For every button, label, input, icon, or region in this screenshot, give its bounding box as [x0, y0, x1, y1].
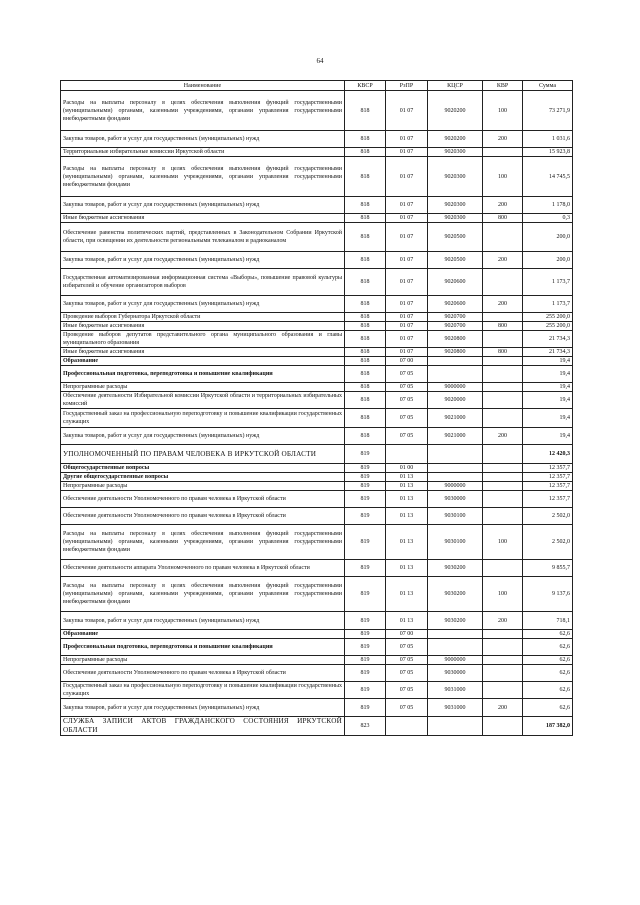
row-kvr	[483, 148, 523, 157]
row-kvr: 100	[483, 91, 523, 131]
row-kvr	[483, 508, 523, 525]
row-kvsr: 818	[345, 392, 386, 409]
row-rzpr: 01 13	[386, 482, 428, 491]
table-row	[61, 348, 573, 357]
row-kvr: 100	[483, 577, 523, 612]
row-kvr	[483, 331, 523, 348]
header-rzpr: РзПР	[386, 81, 428, 91]
row-name: Государственный заказ на профессиональную переподготовку и повышение квалификации государственных служащих	[61, 682, 345, 699]
row-kvr	[483, 445, 523, 464]
row-name: Закупка товаров, работ и услуг для государственных (муниципальных) нужд	[61, 197, 345, 214]
row-rzpr: 01 13	[386, 612, 428, 630]
header-sum: Сумма	[523, 81, 573, 91]
row-rzpr: 07 00	[386, 630, 428, 639]
row-name: Расходы на выплаты персоналу в целях обеспечения выполнения функций государственными (муниципальными) органами, казенными учреждениями, органами управления государственными внебюджетными фондами	[61, 91, 345, 131]
table-row	[61, 331, 573, 348]
row-name: Государственная автоматизированная информационная система «Выборы», повышение правовой культуры избирателей и обучение организаторов выборов	[61, 269, 345, 296]
header-name: Наименование	[61, 81, 345, 91]
row-sum: 21 734,3	[523, 348, 573, 357]
row-rzpr: 01 13	[386, 525, 428, 560]
table-row	[61, 639, 573, 656]
row-sum: 2 502,0	[523, 525, 573, 560]
table-row	[61, 313, 573, 322]
row-name: Непрограммные расходы	[61, 482, 345, 491]
row-kvr	[483, 639, 523, 656]
table-row	[61, 197, 573, 214]
row-kvsr: 819	[345, 665, 386, 682]
row-rzpr: 07 05	[386, 392, 428, 409]
row-kvsr: 823	[345, 717, 386, 736]
row-name: Закупка товаров, работ и услуг для государственных (муниципальных) нужд	[61, 699, 345, 717]
table-row	[61, 577, 573, 612]
row-kvsr: 819	[345, 445, 386, 464]
row-kcsr: 9020700	[428, 322, 483, 331]
row-kcsr: 9000000	[428, 383, 483, 392]
row-kcsr: 9020500	[428, 252, 483, 269]
row-kcsr: 9030100	[428, 508, 483, 525]
table-row	[61, 464, 573, 473]
header-kcsr: КЦСР	[428, 81, 483, 91]
row-kvsr: 819	[345, 682, 386, 699]
row-kvr	[483, 392, 523, 409]
row-kvr	[483, 464, 523, 473]
row-name: Профессиональная подготовка, переподготовка и повышение квалификации	[61, 366, 345, 383]
row-kvsr: 819	[345, 639, 386, 656]
row-rzpr: 01 07	[386, 214, 428, 223]
row-kcsr: 9021000	[428, 428, 483, 445]
row-kcsr: 9020600	[428, 269, 483, 296]
table-row	[61, 612, 573, 630]
row-rzpr: 07 05	[386, 639, 428, 656]
row-name: СЛУЖБА ЗАПИСИ АКТОВ ГРАЖДАНСКОГО СОСТОЯНИЯ ИРКУТСКОЙ ОБЛАСТИ	[61, 717, 345, 736]
row-sum: 19,4	[523, 409, 573, 428]
row-kvsr: 818	[345, 322, 386, 331]
row-kcsr	[428, 717, 483, 736]
row-name: Расходы на выплаты персоналу в целях обеспечения выполнения функций государственными (муниципальными) органами, казенными учреждениями, органами управления государственными внебюджетными фондами	[61, 525, 345, 560]
row-rzpr: 01 07	[386, 131, 428, 148]
table-row	[61, 482, 573, 491]
row-kcsr: 9000000	[428, 482, 483, 491]
table-row	[61, 508, 573, 525]
row-name: Закупка товаров, работ и услуг для государственных (муниципальных) нужд	[61, 612, 345, 630]
row-kvsr: 818	[345, 357, 386, 366]
row-sum: 19,4	[523, 383, 573, 392]
row-rzpr: 07 05	[386, 665, 428, 682]
budget-table	[60, 80, 573, 736]
table-row	[61, 322, 573, 331]
row-name: Обеспечение деятельности Уполномоченного по правам человека в Иркутской области	[61, 665, 345, 682]
row-name: Иные бюджетные ассигнования	[61, 214, 345, 223]
row-kcsr: 9030200	[428, 560, 483, 577]
row-rzpr: 01 13	[386, 560, 428, 577]
row-kcsr: 9020300	[428, 214, 483, 223]
row-kvr: 800	[483, 322, 523, 331]
row-kvr: 200	[483, 197, 523, 214]
row-kvsr: 818	[345, 383, 386, 392]
row-kcsr: 9020300	[428, 148, 483, 157]
row-kcsr	[428, 366, 483, 383]
row-name: Иные бюджетные ассигнования	[61, 322, 345, 331]
row-sum: 12 357,7	[523, 473, 573, 482]
row-sum: 1 178,0	[523, 197, 573, 214]
row-rzpr: 01 00	[386, 464, 428, 473]
row-rzpr: 01 07	[386, 148, 428, 157]
row-rzpr: 07 05	[386, 366, 428, 383]
row-kcsr: 9020200	[428, 131, 483, 148]
row-rzpr: 01 07	[386, 313, 428, 322]
row-kvr: 100	[483, 525, 523, 560]
row-name: Проведение выборов Губернатора Иркутской области	[61, 313, 345, 322]
table-row	[61, 699, 573, 717]
table-row	[61, 148, 573, 157]
table-row	[61, 223, 573, 252]
row-kcsr: 9030000	[428, 491, 483, 508]
row-sum: 255 200,0	[523, 322, 573, 331]
row-kcsr: 9020600	[428, 296, 483, 313]
table-row	[61, 428, 573, 445]
row-rzpr: 01 13	[386, 473, 428, 482]
row-name: Закупка товаров, работ и услуг для государственных (муниципальных) нужд	[61, 131, 345, 148]
row-kvr	[483, 223, 523, 252]
row-sum: 12 420,3	[523, 445, 573, 464]
row-name: Иные бюджетные ассигнования	[61, 348, 345, 357]
row-sum: 12 357,7	[523, 464, 573, 473]
row-kvsr: 819	[345, 464, 386, 473]
row-kvsr: 819	[345, 560, 386, 577]
row-sum: 9 855,7	[523, 560, 573, 577]
row-kvsr: 818	[345, 252, 386, 269]
row-kvsr: 818	[345, 148, 386, 157]
row-kcsr: 9030200	[428, 612, 483, 630]
row-kvsr: 818	[345, 131, 386, 148]
row-name: Обеспечение деятельности Уполномоченного по правам человека в Иркутской области	[61, 508, 345, 525]
row-sum: 255 200,0	[523, 313, 573, 322]
row-sum: 1 173,7	[523, 269, 573, 296]
table-row	[61, 269, 573, 296]
row-kcsr: 9031000	[428, 699, 483, 717]
row-kvr: 200	[483, 612, 523, 630]
header-kvr: КВР	[483, 81, 523, 91]
row-sum: 19,4	[523, 392, 573, 409]
table-row	[61, 366, 573, 383]
row-rzpr: 01 07	[386, 223, 428, 252]
row-sum: 9 137,6	[523, 577, 573, 612]
row-rzpr: 01 13	[386, 491, 428, 508]
row-name: Профессиональная подготовка, переподготовка и повышение квалификации	[61, 639, 345, 656]
row-kvr	[483, 313, 523, 322]
row-rzpr: 01 13	[386, 577, 428, 612]
row-kvsr: 819	[345, 482, 386, 491]
row-rzpr: 07 05	[386, 428, 428, 445]
row-kvr: 800	[483, 214, 523, 223]
row-sum: 2 502,0	[523, 508, 573, 525]
row-rzpr: 01 07	[386, 269, 428, 296]
row-name: Обеспечение деятельности Уполномоченного по правам человека в Иркутской области	[61, 491, 345, 508]
row-kcsr: 9020200	[428, 91, 483, 131]
row-name: Образование	[61, 357, 345, 366]
row-kvr	[483, 665, 523, 682]
row-kcsr	[428, 630, 483, 639]
row-sum: 62,6	[523, 682, 573, 699]
row-kvsr: 818	[345, 313, 386, 322]
row-kcsr: 9030200	[428, 577, 483, 612]
row-rzpr: 01 07	[386, 197, 428, 214]
table-row	[61, 131, 573, 148]
row-sum: 21 734,3	[523, 331, 573, 348]
row-kvsr: 818	[345, 366, 386, 383]
row-name: Закупка товаров, работ и услуг для государственных (муниципальных) нужд	[61, 252, 345, 269]
row-kvr	[483, 366, 523, 383]
row-name: Общегосударственные вопросы	[61, 464, 345, 473]
row-rzpr: 01 07	[386, 296, 428, 313]
row-kvr	[483, 473, 523, 482]
row-kvr	[483, 491, 523, 508]
row-sum: 62,6	[523, 656, 573, 665]
table-header-row	[61, 81, 573, 91]
row-sum: 187 382,0	[523, 717, 573, 736]
row-sum: 19,4	[523, 357, 573, 366]
table-row	[61, 392, 573, 409]
row-rzpr: 01 07	[386, 252, 428, 269]
row-name: Образование	[61, 630, 345, 639]
row-kvsr: 818	[345, 269, 386, 296]
row-kvsr: 819	[345, 525, 386, 560]
row-kvr: 800	[483, 348, 523, 357]
row-name: Государственный заказ на профессиональную переподготовку и повышение квалификации государственных служащих	[61, 409, 345, 428]
table-row	[61, 630, 573, 639]
row-rzpr: 01 07	[386, 157, 428, 197]
row-kvr: 200	[483, 131, 523, 148]
row-name: Проведение выборов депутатов представительного органа муниципального образования и главы муниципального образования	[61, 331, 345, 348]
row-rzpr: 07 05	[386, 699, 428, 717]
row-kcsr	[428, 445, 483, 464]
row-kcsr: 9030100	[428, 525, 483, 560]
row-kvsr: 819	[345, 630, 386, 639]
row-kvsr: 818	[345, 157, 386, 197]
row-kvsr: 818	[345, 197, 386, 214]
row-kvsr: 818	[345, 409, 386, 428]
row-kvsr: 818	[345, 331, 386, 348]
row-rzpr: 07 05	[386, 383, 428, 392]
row-kvsr: 818	[345, 214, 386, 223]
table-row	[61, 383, 573, 392]
row-rzpr: 07 05	[386, 409, 428, 428]
row-kvr: 200	[483, 296, 523, 313]
row-kcsr: 9020300	[428, 157, 483, 197]
row-rzpr: 01 07	[386, 348, 428, 357]
table-row	[61, 682, 573, 699]
row-kvr	[483, 269, 523, 296]
row-kvsr: 819	[345, 612, 386, 630]
header-kvsr: КВСР	[345, 81, 386, 91]
row-name: Обеспечение равенства политических партий, представленных в Законодательном Собрании Иркутской области, при освещении их деятельности региональными телеканалом и радиоканалом	[61, 223, 345, 252]
table-row	[61, 357, 573, 366]
row-kcsr: 9031000	[428, 682, 483, 699]
row-kvsr: 818	[345, 428, 386, 445]
row-rzpr	[386, 717, 428, 736]
table-row	[61, 214, 573, 223]
row-rzpr: 01 07	[386, 331, 428, 348]
row-sum: 1 173,7	[523, 296, 573, 313]
row-kvsr: 818	[345, 223, 386, 252]
row-kvr: 100	[483, 157, 523, 197]
row-sum: 73 271,9	[523, 91, 573, 131]
row-sum: 15 923,8	[523, 148, 573, 157]
row-kvsr: 819	[345, 491, 386, 508]
table-row	[61, 665, 573, 682]
row-kvr: 200	[483, 252, 523, 269]
row-kcsr: 9021000	[428, 409, 483, 428]
row-kvsr: 819	[345, 656, 386, 665]
row-kvr	[483, 409, 523, 428]
table-row	[61, 525, 573, 560]
row-name: Непрограммные расходы	[61, 383, 345, 392]
row-sum: 1 031,6	[523, 131, 573, 148]
row-name: Другие общегосударственные вопросы	[61, 473, 345, 482]
row-kcsr: 9000000	[428, 656, 483, 665]
row-rzpr: 01 07	[386, 322, 428, 331]
row-sum: 62,6	[523, 665, 573, 682]
row-kcsr	[428, 473, 483, 482]
row-kvr	[483, 560, 523, 577]
row-kvr	[483, 717, 523, 736]
row-name: Закупка товаров, работ и услуг для государственных (муниципальных) нужд	[61, 428, 345, 445]
row-kvr	[483, 357, 523, 366]
row-kcsr: 9020000	[428, 392, 483, 409]
row-name: Непрограммные расходы	[61, 656, 345, 665]
table-row	[61, 491, 573, 508]
row-kcsr: 9030000	[428, 665, 483, 682]
row-kcsr	[428, 464, 483, 473]
row-rzpr	[386, 445, 428, 464]
row-kvr	[483, 383, 523, 392]
row-rzpr: 01 07	[386, 91, 428, 131]
row-kvr	[483, 630, 523, 639]
row-kvsr: 819	[345, 508, 386, 525]
row-rzpr: 01 13	[386, 508, 428, 525]
row-name: Территориальные избирательные комиссии Иркутской области	[61, 148, 345, 157]
page-number: 64	[316, 57, 324, 65]
row-kcsr: 9020300	[428, 197, 483, 214]
row-kvsr: 818	[345, 91, 386, 131]
row-name: Обеспечение деятельности аппарата Уполномоченного по правам человека в Иркутской области	[61, 560, 345, 577]
table-row	[61, 560, 573, 577]
row-sum: 62,6	[523, 639, 573, 656]
row-sum: 718,1	[523, 612, 573, 630]
row-kcsr	[428, 639, 483, 656]
table-row	[61, 473, 573, 482]
row-rzpr: 07 05	[386, 682, 428, 699]
table-row	[61, 445, 573, 464]
row-name: Обеспечение деятельности Избирательной комиссии Иркутской области и территориальных избирательных комиссий	[61, 392, 345, 409]
row-sum: 19,4	[523, 366, 573, 383]
row-kvsr: 819	[345, 699, 386, 717]
row-sum: 12 357,7	[523, 491, 573, 508]
row-kcsr: 9020800	[428, 348, 483, 357]
row-sum: 200,0	[523, 252, 573, 269]
row-kvr: 200	[483, 428, 523, 445]
row-kcsr: 9020500	[428, 223, 483, 252]
row-sum: 0,3	[523, 214, 573, 223]
row-sum: 62,6	[523, 699, 573, 717]
table-row	[61, 409, 573, 428]
row-name: Расходы на выплаты персоналу в целях обеспечения выполнения функций государственными (муниципальными) органами, казенными учреждениями, органами управления государственными внебюджетными фондами	[61, 157, 345, 197]
row-sum: 200,0	[523, 223, 573, 252]
row-kvr	[483, 482, 523, 491]
table-row	[61, 656, 573, 665]
table-row	[61, 296, 573, 313]
table-row	[61, 252, 573, 269]
row-kvsr: 818	[345, 296, 386, 313]
row-kcsr: 9020700	[428, 313, 483, 322]
row-kvr	[483, 656, 523, 665]
row-name: УПОЛНОМОЧЕННЫЙ ПО ПРАВАМ ЧЕЛОВЕКА В ИРКУТСКОЙ ОБЛАСТИ	[61, 445, 345, 464]
row-sum: 12 357,7	[523, 482, 573, 491]
table-row	[61, 157, 573, 197]
row-sum: 62,6	[523, 630, 573, 639]
row-sum: 19,4	[523, 428, 573, 445]
row-kvsr: 818	[345, 348, 386, 357]
row-name: Закупка товаров, работ и услуг для государственных (муниципальных) нужд	[61, 296, 345, 313]
row-rzpr: 07 05	[386, 656, 428, 665]
row-kcsr	[428, 357, 483, 366]
row-kvr: 200	[483, 699, 523, 717]
row-kvsr: 819	[345, 577, 386, 612]
row-kcsr: 9020800	[428, 331, 483, 348]
table-row	[61, 91, 573, 131]
row-name: Расходы на выплаты персоналу в целях обеспечения выполнения функций государственными (муниципальными) органами, казенными учреждениями, органами управления государственными внебюджетными фондами	[61, 577, 345, 612]
row-kvsr: 819	[345, 473, 386, 482]
row-sum: 14 745,5	[523, 157, 573, 197]
row-rzpr: 07 00	[386, 357, 428, 366]
row-kvr	[483, 682, 523, 699]
table-row	[61, 717, 573, 736]
